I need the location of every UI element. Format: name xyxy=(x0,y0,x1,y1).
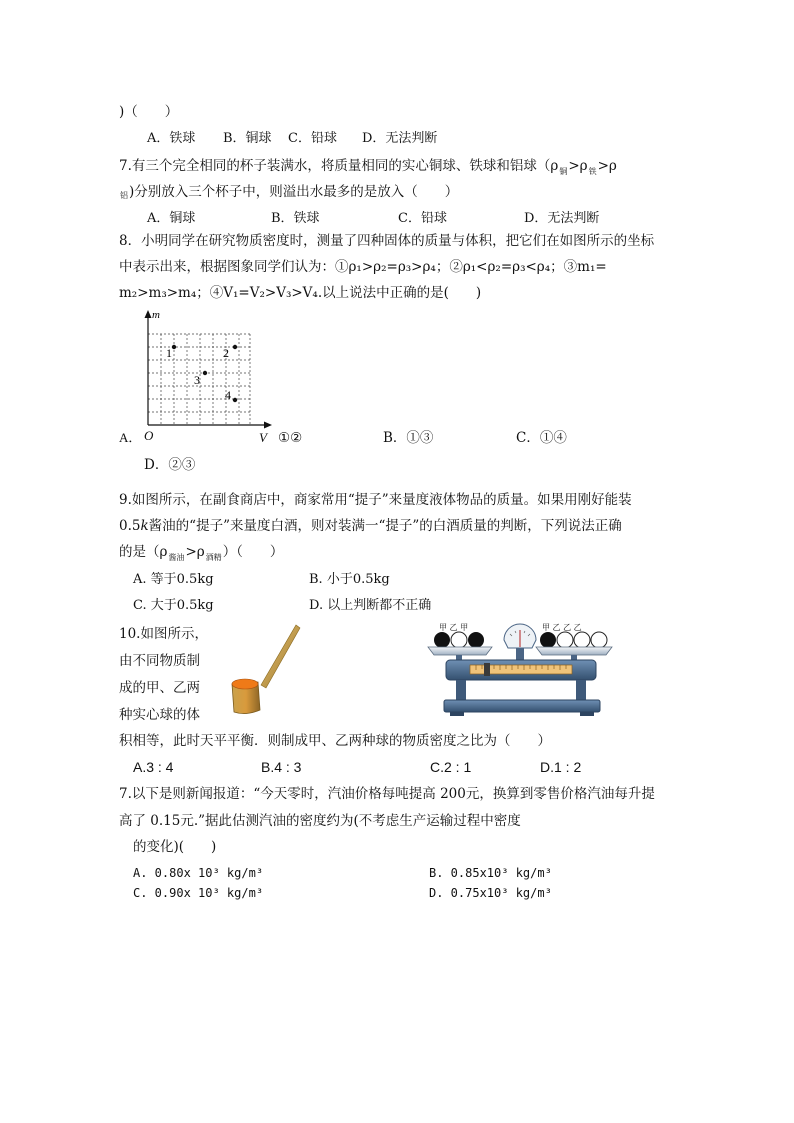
scale-foot-left xyxy=(450,712,464,716)
q-prev-tail: )（ ） xyxy=(119,104,179,120)
q9-option-c: C. 大于0.5kg xyxy=(133,598,214,613)
q10-wrap-line1: 10.如图所示， xyxy=(119,626,208,642)
q-prev-option-c: C．铅球 xyxy=(288,131,337,146)
q11-line3: 的变化)( ) xyxy=(133,839,217,855)
q10-wrap-line2: 由不同物质制 xyxy=(119,653,200,669)
q8-point-1 xyxy=(172,345,176,349)
q8-origin-label: O xyxy=(144,428,154,443)
right-ball-1 xyxy=(540,632,556,648)
right-ball-4 xyxy=(591,632,607,648)
left-ball-2 xyxy=(451,632,467,648)
q8-option-a-label: A． xyxy=(119,430,142,445)
q8-option-d: D．②③ xyxy=(144,457,196,473)
q7-option-b: B．铁球 xyxy=(271,211,320,226)
q9-line3-mid: >ρ xyxy=(185,544,205,560)
left-pan xyxy=(428,647,492,655)
q11-option-a: A. 0.80x 10³ kg/m³ xyxy=(133,866,264,880)
q7-sub-al: 铝 xyxy=(120,191,128,200)
q9-line2 xyxy=(119,516,622,536)
scale-foot-right xyxy=(580,712,594,716)
q9-line3 xyxy=(119,542,283,564)
left-pan-labels: 甲 乙 甲 xyxy=(439,623,469,632)
q8-point-4-label: 4 xyxy=(225,388,231,402)
q7-gt2: >ρ xyxy=(597,158,617,174)
q7-option-d: D．无法判断 xyxy=(524,211,600,226)
left-ball-1 xyxy=(434,632,450,648)
q7-line2-text: )分别放入三个杯子中，则溢出水最多的是放入（ ） xyxy=(129,184,459,200)
q10-line5: 积相等，此时天平平衡．则制成甲、乙两种球的物质密度之比为（ ） xyxy=(119,733,551,749)
q7-sub-fe: 铁 xyxy=(588,167,597,176)
ladle-handle xyxy=(261,625,300,688)
q10-wrap-line3: 成的甲、乙两 xyxy=(119,680,200,696)
scale-leg-right xyxy=(576,680,586,702)
q7-sub-cu: 铜 xyxy=(559,167,568,176)
q9-line2-text: 酱油的“提子”来量度白酒，则对装满一“提子”的白酒质量的判断，下列说法正确 xyxy=(148,518,622,534)
q11-option-d: D. 0.75x10³ kg/m³ xyxy=(429,886,552,900)
q9-line3-pre: 的是（ρ xyxy=(119,544,168,560)
q8-mass-volume-graph xyxy=(130,306,280,446)
q9-option-d: D. 以上判断都不正确 xyxy=(309,598,432,613)
q8-y-arrow xyxy=(145,310,152,318)
left-ball-3 xyxy=(468,632,484,648)
q11-option-b: B. 0.85x10³ kg/m³ xyxy=(429,866,552,880)
q10-option-b: B.4 : 3 xyxy=(261,759,302,775)
q7-line2 xyxy=(119,182,458,204)
q7-option-a: A．铜球 xyxy=(147,211,196,226)
q9-sub-soy: 酱油 xyxy=(168,553,185,562)
q8-line1: 8．小明同学在研究物质密度时，测量了四种固体的质量与体积，把它们在如图所示的坐标 xyxy=(119,233,655,249)
q-prev-option-d: D．无法判断 xyxy=(362,131,438,146)
q-prev-option-a: A．铁球 xyxy=(147,131,196,146)
q11-line1: 7.以下是则新闻报道：“今天零时，汽油价格每吨提高 200元，换算到零售价格汽油每升提 xyxy=(119,786,655,802)
q11-line2: 高了 0.15元.”据此估测汽油的密度约为(不考虑生产运输过程中密度 xyxy=(119,813,521,829)
right-pan xyxy=(536,647,612,655)
q8-point-4 xyxy=(233,398,237,402)
ladle-liquid xyxy=(232,679,258,689)
ladle-image xyxy=(226,622,304,720)
q8-line3: m₂>m₃>m₄；④V₁=V₂>V₃>V₄.以上说法中正确的是( ) xyxy=(119,285,482,301)
q8-point-2-label: 2 xyxy=(223,346,229,360)
q8-point-2 xyxy=(233,345,237,349)
q9-line2-amount: 0.5 xyxy=(119,518,141,534)
q11-option-c: C. 0.90x 10³ kg/m³ xyxy=(133,886,264,900)
q7-line1 xyxy=(119,156,617,178)
scale-base xyxy=(444,700,600,712)
q8-point-3 xyxy=(203,371,207,375)
q9-line2-unit: k xyxy=(140,518,149,534)
q7-line1-text: 7.有三个完全相同的杯子装满水，将质量相同的实心铜球、铁球和铝球（ρ xyxy=(119,158,559,174)
q8-point-3-label: 3 xyxy=(194,373,200,387)
q9-option-a: A. 等于0.5kg xyxy=(133,572,214,587)
q10-wrap-line4: 种实心球的体 xyxy=(119,707,200,723)
q9-sub-wine: 酒精 xyxy=(205,553,222,562)
right-pan-labels: 甲 乙 乙 乙 xyxy=(542,623,582,632)
q8-option-b: B．①③ xyxy=(383,430,434,446)
scale-rider xyxy=(484,663,490,676)
q8-axis-v-label: V xyxy=(259,430,267,445)
q9-line1: 9.如图所示，在副食商店中，商家常用“提子”来量度液体物品的质量。如果用刚好能装 xyxy=(119,492,632,508)
right-ball-3 xyxy=(574,632,590,648)
q8-point-1-label: 1 xyxy=(166,346,172,360)
q-prev-option-b: B．铜球 xyxy=(223,131,272,146)
scale-leg-left xyxy=(456,680,466,702)
q8-option-a-value: ①② xyxy=(278,430,303,446)
q10-option-c: C.2 : 1 xyxy=(430,759,472,775)
q7-option-c: C．铅球 xyxy=(398,211,447,226)
q10-option-a: A.3 : 4 xyxy=(133,759,174,775)
q7-gt1: >ρ xyxy=(568,158,588,174)
q8-axis-m-label: m xyxy=(152,309,160,321)
right-ball-2 xyxy=(557,632,573,648)
balance-scale-image xyxy=(426,620,616,720)
q10-option-d: D.1 : 2 xyxy=(540,759,582,775)
q9-option-b: B. 小于0.5kg xyxy=(309,572,390,587)
q8-line2: 中表示出来，根据图象同学们认为：①ρ₁>ρ₂=ρ₃>ρ₄；②ρ₁<ρ₂=ρ₃<ρ₄；③m₁= xyxy=(119,259,607,275)
q8-option-c: C．①④ xyxy=(516,430,567,446)
q9-line3-post: ）（ ） xyxy=(222,544,284,560)
